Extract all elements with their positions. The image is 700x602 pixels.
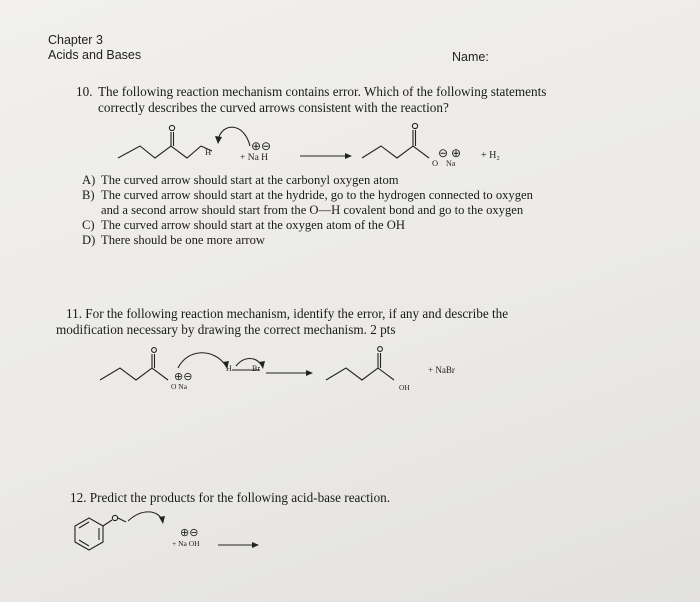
q11-br-label: Br (252, 364, 260, 373)
q10-option-a: The curved arrow should start at the carbonyl oxygen atom (101, 173, 399, 187)
q12-reaction-scheme (75, 512, 259, 550)
q10-reaction-scheme (118, 123, 429, 159)
q11-prompt-line1: 11. For the following reaction mechanism, identify the error, if any and describe the (66, 306, 509, 321)
q11-charges: ⊕⊖ (174, 371, 193, 383)
q10-curved-arrow (218, 127, 250, 146)
q10-option-a-letter: A) (82, 173, 96, 187)
q12-charges: ⊕⊖ (180, 527, 199, 539)
q11-o-na-label: O Na (171, 382, 188, 391)
q10-prompt-line1: The following reaction mechanism contains error. Which of the following statements (98, 84, 547, 99)
q11-prompt-line2: modification necessary by drawing the correct mechanism. 2 pts (56, 322, 396, 337)
q10-h-label: H (205, 147, 212, 157)
q10-option-b-cont: and a second arrow should start from the O—H covalent bond and go to the oxygen (101, 203, 524, 217)
q12-oxygen (112, 515, 117, 520)
subject-label: Acids and Bases (48, 48, 142, 62)
chapter-label: Chapter 3 (48, 33, 103, 47)
q10-option-d-letter: D) (82, 233, 96, 247)
q11-product-carbonyl-o (378, 347, 383, 352)
q10-option-d: There should be one more arrow (101, 233, 266, 247)
q11-byproduct: + NaBr (428, 365, 455, 375)
q10-option-b-letter: B) (82, 188, 95, 202)
q11-curved-arrow-1 (178, 353, 226, 368)
q12-curved-arrow (128, 512, 162, 521)
q11-h-label: H (226, 364, 232, 373)
q10-product-charges: ⊖ ⊕ (438, 146, 462, 160)
q10-option-c: The curved arrow should start at the oxygen atom of the OH (101, 218, 405, 232)
q11-product-chain (326, 368, 394, 380)
q10-product-o-label: O (432, 158, 439, 168)
q10-option-b: The curved arrow should start at the hydride, go to the hydrogen connected to oxygen (101, 188, 533, 202)
q10-byproduct: + H₂ (481, 150, 500, 161)
q10-reactant-chain (118, 146, 201, 158)
q11-reaction-scheme (100, 347, 394, 380)
q12-reagent: + Na OH (172, 539, 200, 548)
q10-product-chain (362, 146, 429, 158)
q10-reagent: + Na H (240, 153, 269, 163)
q10-product-carbonyl-o (412, 123, 417, 128)
q10-product-na-label: Na (446, 159, 456, 168)
q10-option-c-letter: C) (82, 218, 95, 232)
name-label: Name: (452, 50, 489, 64)
q11-oh-label: OH (399, 383, 410, 392)
q12-prompt-line1: 12. Predict the products for the following acid-base reaction. (70, 490, 391, 505)
q11-carbonyl-o (152, 348, 157, 353)
q10-reagent-charges: ⊕⊖ (251, 139, 272, 153)
q10-carbonyl-o (169, 125, 174, 130)
q10-number: 10. (76, 84, 93, 99)
q10-prompt-line2: correctly describes the curved arrows consistent with the reaction? (98, 100, 449, 115)
q11-reactant-chain (100, 368, 168, 380)
